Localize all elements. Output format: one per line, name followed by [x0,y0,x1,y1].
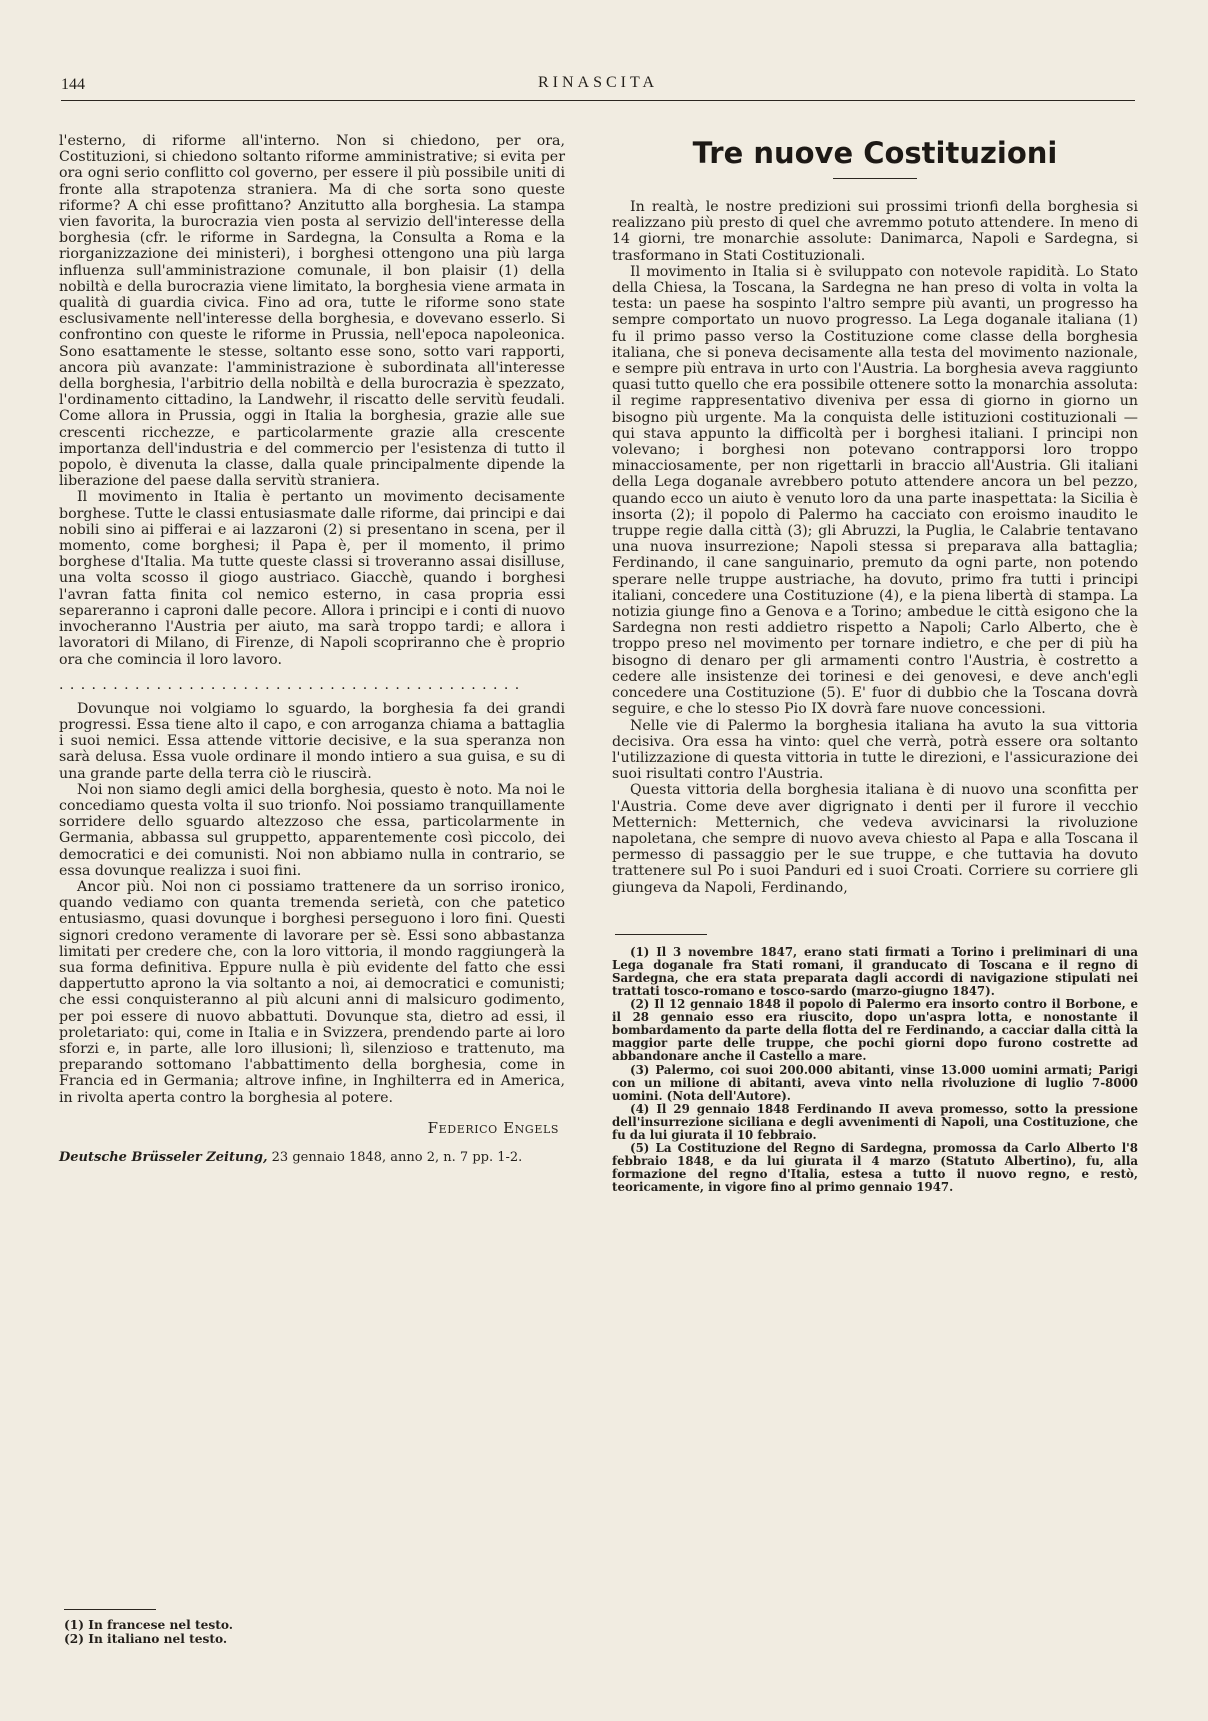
footnote: (2) Il 12 gennaio 1848 il popolo di Palermo era insorto contro il Borbone, e il 28 gennaio esso era riuscito, dopo un'aspra lotta, e nonostante il bombardamento da parte della flotta del re Ferdinando, a cacciar dalla città la maggior parte delle truppe, che pochi giorni dopo furono costrette ad abbandonare anche il Castello a mare. [612,997,1138,1064]
title-rule [833,178,917,179]
paragraph: l'esterno, di riforme all'interno. Non si chiedono, per ora, Costituzioni, si chiedono soltanto riforme amministrative; si evita per ora ogni serio conflitto col governo, per essere il più possibile uniti di fronte alla strapotenza straniera. Ma di che sorta sono queste riforme? A chi esse profittano? Anzitutto alla borghesia. La stampa vien favorita, la burocrazia vien posta al servizio dell'interesse della borghesia (cfr. le riforme in Sardegna, la Consulta a Roma e la riorganizzazione dei ministeri), i borghesi ottengono una più larga influenza sull'amministrazione comunale, il bon plaisir (1) della nobiltà e della burocrazia viene limitato, la borghesia viene armata in qualità di guardia civica. Fino ad ora, tutte le riforme sono state esclusivamente nell'interesse della borghesia, e dovevano esserlo. Si confrontino con queste le riforme in Prussia, nell'epoca napoleonica. Sono esattamente le stesse, soltanto esse sono, sotto vari rapporti, ancora più avanzate: l'amministrazione è subordinata all'interesse della borghesia, l'arbitrio della nobiltà e della burocrazia è spezzato, l'ordinamento cittadino, la Landwehr, il riscatto delle servitù feudali. Come allora in Prussia, oggi in Italia la borghesia, grazie alle sue crescenti ricchezze, e particolarmente grazie alla crescente importanza dell'industria e del commercio per l'esistenza di tutto il popolo, è divenuta la classe, dalla quale principalmente dipende la liberazione del paese dalla servitù straniera. [59,133,565,490]
source-publication: Deutsche Brüsseler Zeitung, [59,1149,268,1165]
footnote: (1) Il 3 novembre 1847, erano stati firmati a Torino i preliminari di una Lega doganale fra Stati romani, il granducato di Toscana e il regno di Sardegna, che era stata preparata dagli accordi di navigazione stipulati nei trattati tosco-romano e tosco-sardo (marzo-giugno 1847). [612,944,1138,999]
footnote-rule [615,934,707,935]
header-rule [61,100,1135,101]
footnote: (2) In italiano nel testo. [64,1632,228,1646]
footnote-rule [64,1609,156,1610]
paragraph: Noi non siamo degli amici della borghesia, questo è noto. Ma noi le concediamo questa volta il suo trionfo. Noi possiamo tranquillamente sorridere dello sguardo altezzoso che essa, particolarmente in Germania, abbassa sul gruppetto, apparentemente così piccolo, dei democratici e dei comunisti. Noi non abbiamo nulla in contrario, se essa dovunque realizza i suoi fini. [59,781,565,879]
footnote: (3) Palermo, coi suoi 200.000 abitanti, vinse 13.000 uomini armati; Parigi con un milione di abitanti, aveva vinto nella rivoluzione di luglio 7-8000 uomini. (Nota dell'Autore). [612,1062,1138,1103]
right-column [612,133,1138,1195]
paragraph: In realtà, le nostre predizioni sui prossimi trionfi della borghesia si realizzano più presto di quel che avremmo potuto attendere. In meno di 14 giorni, tre monarchie assolute: Danimarca, Napoli e Sardegna, si trasformano in Stati Costituzionali. [612,199,1138,264]
left-footnotes [64,1609,544,1646]
page-number: 144 [61,76,85,93]
paragraph: Il movimento in Italia è pertanto un movimento decisamente borghese. Tutte le classi entusiasmate dalle riforme, dai principi e dai nobili sino ai pifferai e ai lazzaroni (2) si presentano in scena, per il momento, come borghesi; il Papa è, per il momento, il primo borghese d'Italia. Ma tutte queste classi si troveranno assai disilluse, una volta scosso il giogo austriaco. Giacchè, quando i borghesi l'avran fatta finita col nemico esterno, in casa propria essi separeranno i caproni dalle pecore. Allora i principi e i conti di nuovo invocheranno l'Austria per aiuto, ma sarà troppo tardi; e allora i lavoratori di Milano, di Firenze, di Napoli scopriranno che è proprio ora che comincia il loro lavoro. [59,489,565,668]
footnote: (1) In francese nel testo. [64,1618,234,1632]
paragraph: Dovunque noi volgiamo lo sguardo, la borghesia fa dei grandi progressi. Essa tiene alto il capo, e con arroganza chiama a battaglia i suoi nemici. Essa attende vittorie decisive, e la sua speranza non sarà delusa. Essa vuole ordinare il mondo intiero a sua guisa, e su di una grande parte della terra ciò le riuscirà. [59,700,565,782]
page-header [61,72,1135,102]
right-footnotes [612,934,1138,1195]
footnote: (4) Il 29 gennaio 1848 Ferdinando II aveva promesso, sotto la pressione dell'insurrezione siciliana e degli avvenimenti di Napoli, una Costituzione, che fu da lui giurata il 10 febbraio. [612,1101,1138,1143]
article-title: Tre nuove Costituzioni [692,136,1058,170]
author-signature: Federico Engels [427,1118,559,1137]
source-details: 23 gennaio 1848, anno 2, n. 7 pp. 1-2. [271,1149,523,1165]
ellipsis-divider: ........................................... [59,676,526,693]
running-title: RINASCITA [537,74,659,91]
paragraph: Nelle vie di Palermo la borghesia italiana ha avuto la sua vittoria decisiva. Ora essa ha vinto: quel che verrà, potrà essere ora soltanto l'utilizzazione di questa vittoria in tutte le direzioni, e l'assicurazione dei suoi risultati contro l'Austria. [612,717,1138,783]
paragraph: Ancor più. Noi non ci possiamo trattenere da un sorriso ironico, quando vediamo con quanta tremenda serietà, con che patetico entusiasmo, quasi dovunque i borghesi perseguono i loro fini. Questi signori credono veramente di lavorare per sè. Essi sono abbastanza limitati per credere che, con la loro vittoria, il mondo raggiungerà la sua forma definitiva. Eppure nulla è più evidente del fatto che essi dappertutto aprono la via soltanto a noi, ai democratici e comunisti; che essi conquisteranno al più alcuni anni di malsicuro godimento, per poi essere di nuovo abbattuti. Dovunque sta, dietro ad essi, il proletariato: qui, come in Italia e in Svizzera, prendendo parte ai loro sforzi e, in parte, alle loro illusioni; lì, silenzioso e trattenuto, ma preparando sottomano l'abbattimento della borghesia, come in Francia ed in Germania; altrove infine, in Inghilterra ed in America, in rivolta aperta contro la borghesia al potere. [59,878,565,1106]
left-column [59,133,565,1165]
footnote: (5) La Costituzione del Regno di Sardegna, promossa da Carlo Alberto l'8 febbraio 1848, e da lui giurata il 4 marzo (Statuto Albertino), fu, alla formazione del regno d'Italia, estesa a tutto il nuovo regno, e restò, teoricamente, in vigore fino al primo gennaio 1947. [612,1141,1138,1195]
paragraph: Il movimento in Italia si è sviluppato con notevole rapidità. Lo Stato della Chiesa, la Toscana, la Sardegna ne han preso di volta in volta la testa: un paese ha sospinto l'altro sempre più avanti, un progresso ha sempre comportato un nuovo progresso. La Lega doganale italiana (1) fu il primo passo verso la Costituzione come classe della borghesia italiana, che si poneva decisamente alla testa del movimento nazionale, e sempre più entrava in urto con l'Austria. La borghesia aveva raggiunto quasi tutto quello che era possibile ottenere sotto la monarchia assoluta: il regime rappresentativo diveniva per essa di giorno in giorno un bisogno più urgente. Ma la conquista delle istituzioni costituzionali — qui stava appunto la difficoltà per i borghesi italiani. I principi non volevano; i borghesi non potevano contrapporsi loro troppo minacciosamente, per non rigettarli in braccio all'Austria. Gli italiani della Lega doganale avrebbero potuto attendere ancora un bel pezzo, quando ecco un aiuto è venuto loro da una parte inaspettata: la Sicilia è insorta (2); il popolo di Palermo ha cacciato con eroismo inaudito le truppe regie dalla città (3); gli Abruzzi, la Puglia, le Calabrie tentavano una nuova insurrezione; Napoli stessa si preparava alla battaglia; Ferdinando, il cane sanguinario, premuto da ogni parte, non potendo sperare nelle truppe austriache, ha dovuto, primo fra tutti i principi italiani, concedere una Costituzione (4), e la piena libertà di stampa. La notizia giunge fino a Genova e a Torino; ambedue le città esigono che la Sardegna non resti addietro rispetto a Napoli; Carlo Alberto, che è troppo preso nel movimento per tornare indietro, e che per di più ha bisogno di denaro per gli armamenti contro l'Austria, è costretto a cedere alle insistenze dei torinesi e dei genovesi, e deve anch'egli concedere una Costituzione (5). E' fuor di dubbio che la Toscana dovrà seguire, e che lo stesso Pio IX dovrà fare nuove concessioni. [612,263,1138,718]
paragraph: Questa vittoria della borghesia italiana è di nuovo una sconfitta per l'Austria. Come deve aver digrignato i denti per il furore il vecchio Metternich: Metternich, che vedeva avvicinarsi la rivoluzione napoletana, che sempre di nuovo aveva chiesto al Papa e alla Toscana il permesso di passaggio per le sue truppe, e che tuttavia ha dovuto trattenere sul Po i suoi Panduri ed i suoi Croati. Corriere su corriere gli giungeva da Napoli, Ferdinando, [612,782,1138,896]
source-citation [59,1150,565,1166]
